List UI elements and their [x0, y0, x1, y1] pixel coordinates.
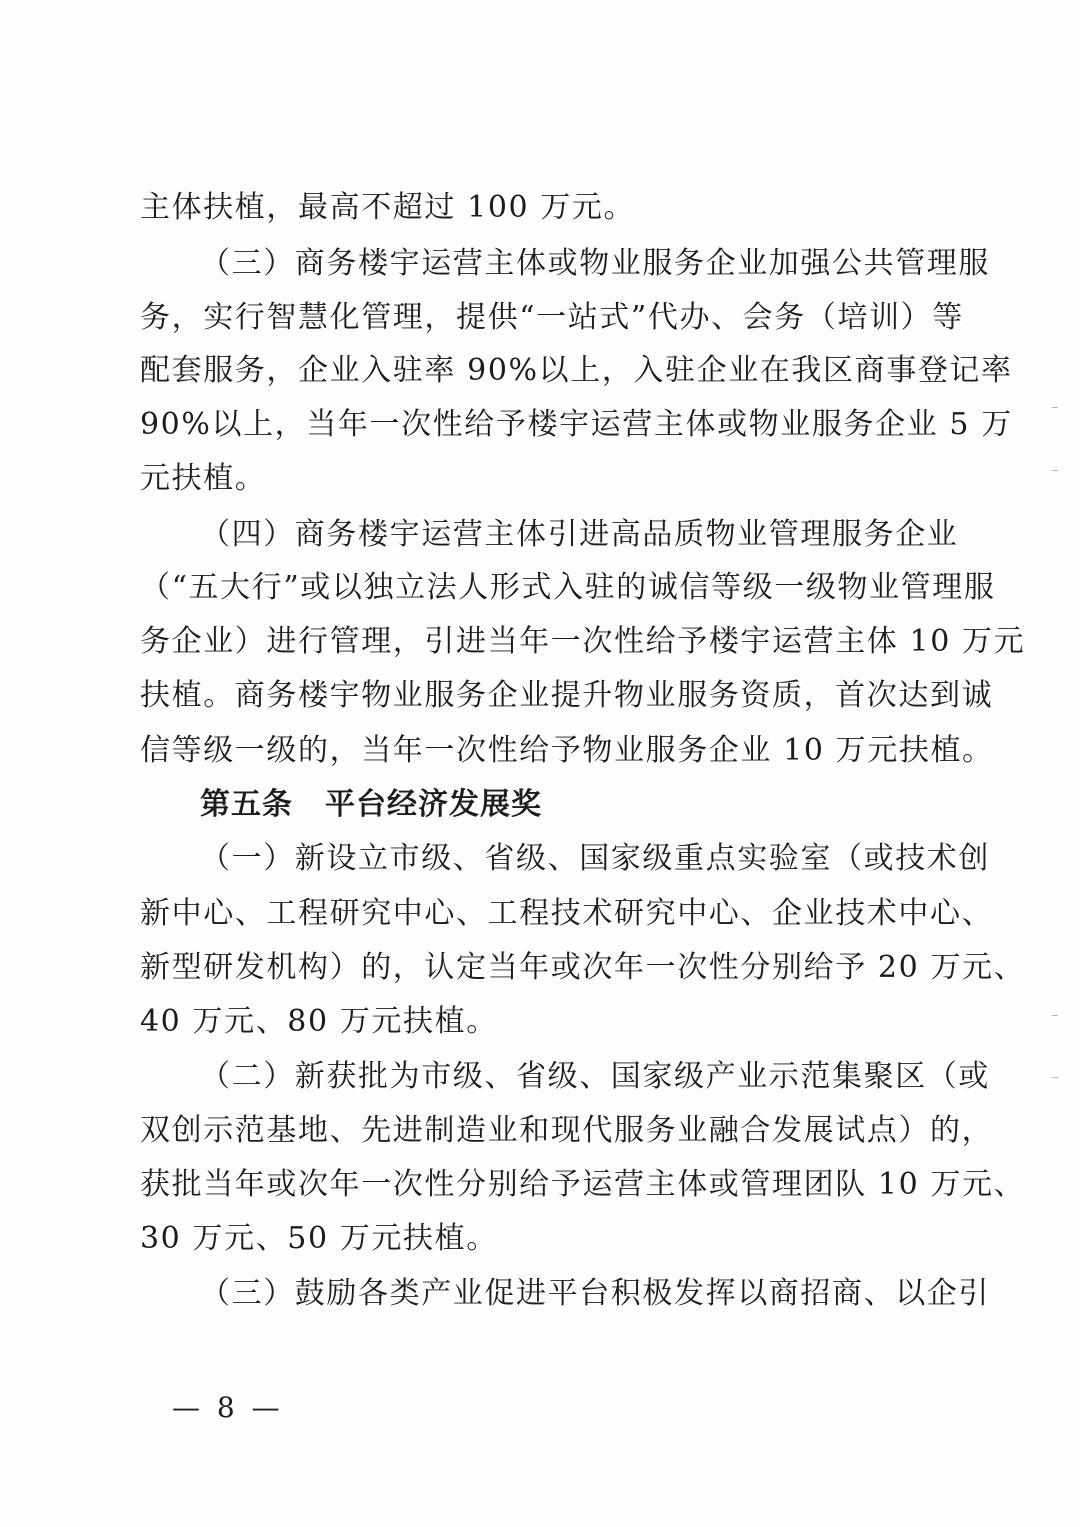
- text-line: 新中心、工程研究中心、工程技术研究中心、企业技术中心、: [140, 896, 994, 931]
- text-line: 配套服务，企业入驻率 90%以上，入驻企业在我区商事登记率: [140, 353, 1013, 388]
- text-line: 主体扶植，最高不超过 100 万元。: [140, 190, 636, 225]
- text-line: （三）商务楼宇运营主体或物业服务企业加强公共管理服: [200, 246, 990, 281]
- text-line: 元扶植。: [140, 461, 267, 496]
- text-line: 信等级一级的，当年一次性给予物业服务企业 10 万元扶植。: [140, 733, 994, 768]
- text-line: 双创示范基地、先进制造业和现代服务业融合发展试点）的，: [140, 1113, 994, 1148]
- article-number: 第五条: [200, 787, 293, 822]
- text-line: （“五大行”或以独立法人形式入驻的诚信等级一级物业管理服: [140, 570, 996, 605]
- article-title: 平台经济发展奖: [325, 787, 542, 822]
- text-line: 30 万元、50 万元扶植。: [140, 1221, 498, 1256]
- scan-mark: [1052, 1077, 1058, 1078]
- text-line: （四）商务楼宇运营主体引进高品质物业管理服务企业: [200, 517, 959, 552]
- text-line: 务，实行智慧化管理，提供“一站式”代办、会务（培训）等: [140, 300, 964, 335]
- scan-mark: [1052, 407, 1058, 408]
- text-line: 扶植。商务楼宇物业服务企业提升物业服务资质，首次达到诚: [140, 678, 994, 713]
- text-line: 务企业）进行管理，引进当年一次性给予楼宇运营主体 10 万元: [140, 624, 1026, 659]
- text-line: 新型研发机构）的，认定当年或次年一次性分别给予 20 万元、: [140, 950, 1026, 985]
- text-line: 90%以上，当年一次性给予楼宇运营主体或物业服务企业 5 万: [140, 407, 1013, 442]
- text-line: 获批当年或次年一次性分别给予运营主体或管理团队 10 万元、: [140, 1167, 1026, 1202]
- scan-mark: [1052, 1015, 1058, 1016]
- text-line: （一）新设立市级、省级、国家级重点实验室（或技术创: [200, 841, 990, 876]
- article-heading: [200, 785, 940, 825]
- page-number: — 8 —: [172, 1391, 284, 1424]
- text-line: （三）鼓励各类产业促进平台积极发挥以商招商、以企引: [200, 1276, 990, 1311]
- text-line: 40 万元、80 万元扶植。: [140, 1004, 498, 1039]
- text-line: （二）新获批为市级、省级、国家级产业示范集聚区（或: [200, 1059, 990, 1094]
- scan-mark: [1052, 470, 1058, 471]
